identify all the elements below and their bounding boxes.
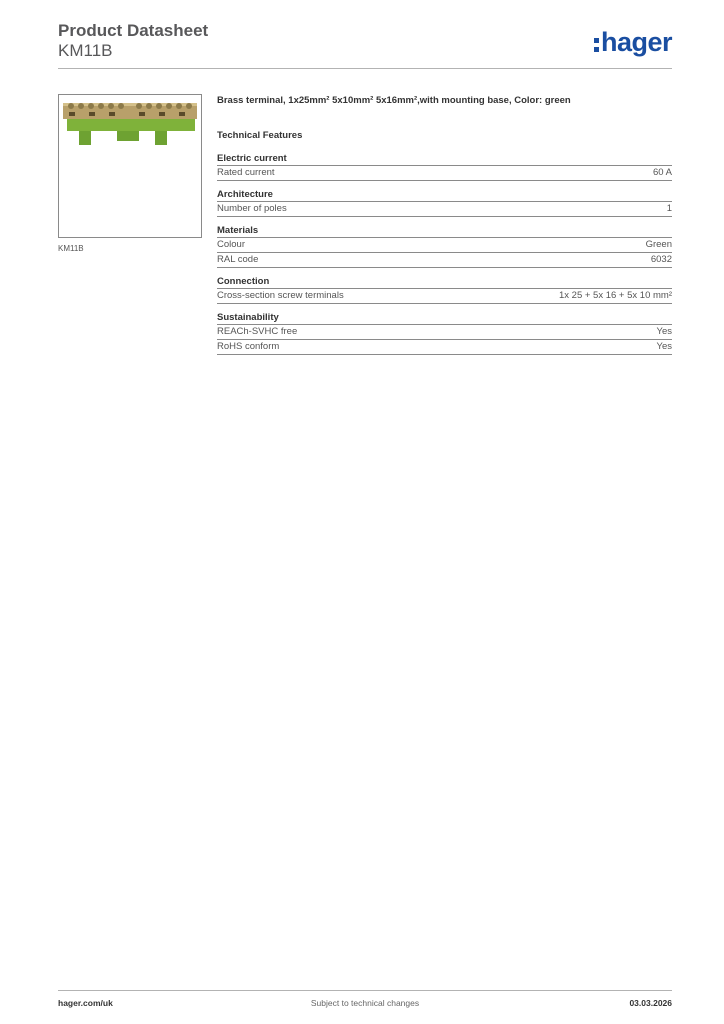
spec-label: Cross-section screw terminals <box>217 290 344 301</box>
page-header <box>58 21 208 61</box>
page-title: Product Datasheet <box>58 21 209 40</box>
spec-label: Colour <box>217 239 245 250</box>
spec-row <box>217 253 672 268</box>
footer-date: 03.03.2026 <box>629 998 672 1008</box>
section-title: Materials <box>217 225 672 238</box>
section-connection <box>217 276 672 304</box>
spec-label: RoHS conform <box>217 341 280 352</box>
spec-row <box>217 325 672 340</box>
spec-value: Green <box>645 239 672 250</box>
spec-value: Yes <box>656 326 672 337</box>
footer-divider <box>58 990 672 991</box>
spec-value: 6032 <box>650 254 672 265</box>
product-code: KM11B <box>58 41 113 60</box>
spec-row <box>217 340 672 355</box>
spec-row <box>217 166 672 181</box>
spec-row <box>217 289 672 304</box>
footer-notice: Subject to technical changes <box>310 998 420 1008</box>
brass-terminal-illustration <box>59 95 201 237</box>
section-materials <box>217 225 672 268</box>
section-sustainability <box>217 312 672 355</box>
section-title: Architecture <box>217 189 672 202</box>
section-architecture <box>217 189 672 217</box>
spec-row <box>217 202 672 217</box>
product-description: Brass terminal, 1x25mm² 5x10mm² 5x16mm²,with mounting base, Color: green <box>217 95 571 106</box>
section-title: Connection <box>217 276 672 289</box>
spec-value: 1 <box>666 203 672 214</box>
spec-row <box>217 238 672 253</box>
spec-value: Yes <box>656 341 672 352</box>
section-title: Sustainability <box>217 312 672 325</box>
technical-features-heading: Technical Features <box>217 130 303 141</box>
spec-label: Rated current <box>217 167 275 178</box>
product-image <box>58 94 202 238</box>
image-caption: KM11B <box>58 244 84 253</box>
spec-label: REACh-SVHC free <box>217 326 298 337</box>
spec-value: 1x 25 + 5x 16 + 5x 10 mm² <box>558 290 672 301</box>
section-title: Electric current <box>217 153 672 166</box>
logo-text: hager <box>600 27 672 57</box>
hager-logo <box>594 27 672 58</box>
technical-content <box>217 95 672 363</box>
spec-value: 60 A <box>652 167 672 178</box>
logo-mark-icon <box>594 38 599 52</box>
header-divider <box>58 68 672 69</box>
section-electric-current <box>217 153 672 181</box>
footer-website-link[interactable]: hager.com/uk <box>58 998 113 1008</box>
spec-label: Number of poles <box>217 203 287 214</box>
spec-label: RAL code <box>217 254 259 265</box>
